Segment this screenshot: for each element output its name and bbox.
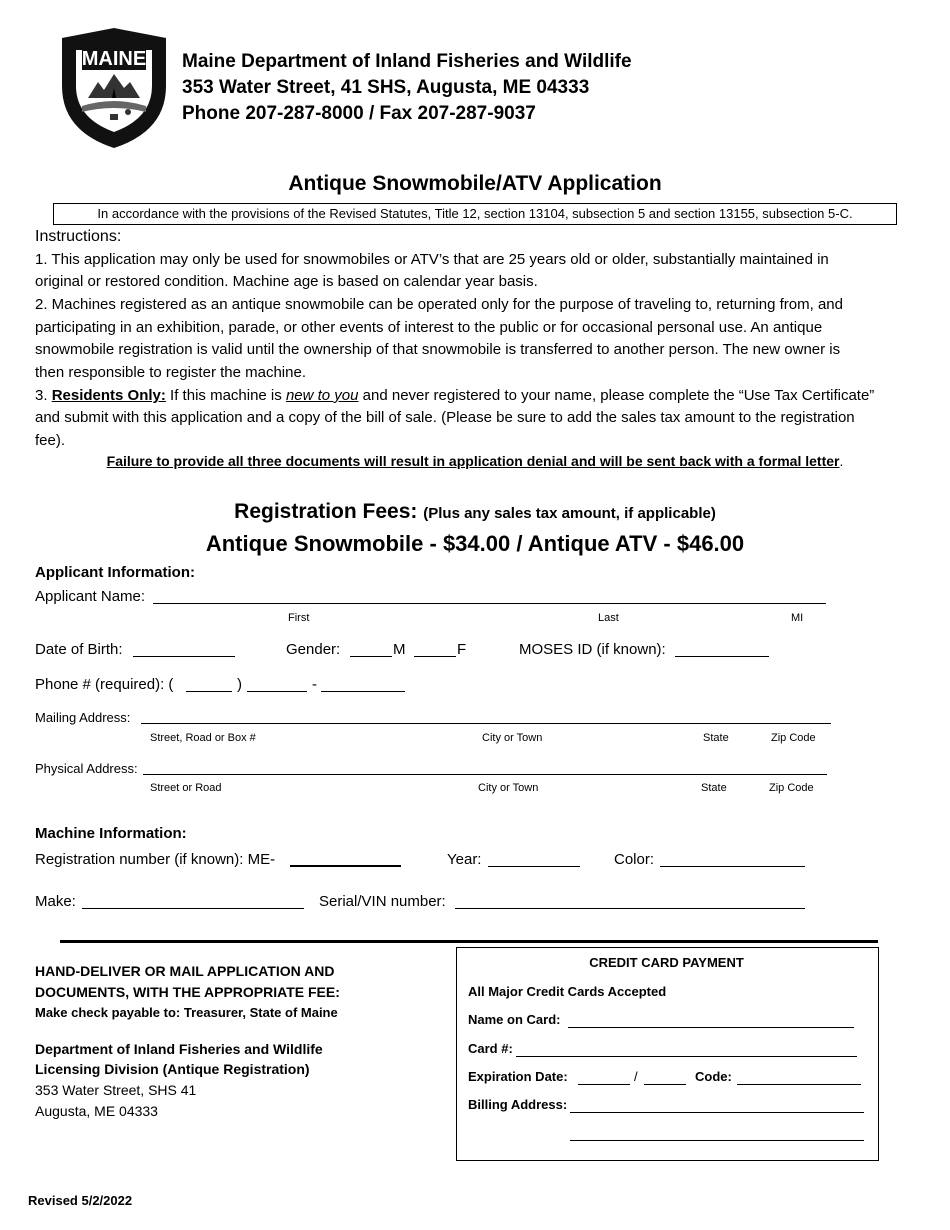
- expiration-year-field[interactable]: [644, 1084, 686, 1085]
- mailing-city-caption: City or Town: [482, 732, 543, 744]
- year-field[interactable]: [488, 866, 580, 867]
- physical-city-caption: City or Town: [478, 782, 539, 794]
- instruction-3-line-3: fee).: [35, 432, 66, 449]
- delivery-line-2: DOCUMENTS, WITH THE APPROPRIATE FEE:: [35, 984, 340, 1000]
- credit-card-box: [456, 947, 879, 1161]
- applicant-heading: Applicant Information:: [35, 564, 195, 581]
- name-on-card-field[interactable]: [568, 1027, 854, 1028]
- gender-m-label: M: [393, 641, 406, 658]
- check-payable-note: Make check payable to: Treasurer, State of Maine: [35, 1005, 338, 1020]
- billing-address-field-2[interactable]: [570, 1140, 864, 1141]
- gender-m-field[interactable]: [350, 656, 392, 657]
- gender-f-label: F: [457, 641, 467, 658]
- org-address: 353 Water Street, 41 SHS, Augusta, ME 04333: [182, 77, 590, 98]
- mailing-street-caption: Street, Road or Box #: [150, 732, 256, 744]
- instruction-2-line-4: then responsible to register the machine.: [35, 364, 306, 381]
- first-caption: First: [288, 612, 310, 624]
- card-number-label: Card #:: [468, 1041, 513, 1056]
- billing-address-label: Billing Address:: [468, 1097, 568, 1112]
- division-name: Licensing Division (Antique Registration): [35, 1061, 310, 1077]
- moses-id-label: MOSES ID (if known):: [519, 641, 666, 658]
- applicant-name-field[interactable]: [153, 603, 826, 604]
- color-label: Color:: [614, 851, 655, 868]
- org-phone-fax: Phone 207-287-8000 / Fax 207-287-9037: [182, 103, 536, 124]
- mail-address-city: Augusta, ME 04333: [35, 1103, 158, 1119]
- moses-id-field[interactable]: [675, 656, 769, 657]
- phone-label: Phone # (required): (: [35, 676, 174, 693]
- physical-street-caption: Street or Road: [150, 782, 222, 794]
- mi-caption: MI: [791, 612, 804, 624]
- statute-note: In accordance with the provisions of the Revised Statutes, Title 12, section 13104, subsection 5 and section 13155, subsection 5-C.: [53, 203, 897, 225]
- expiration-slash: /: [634, 1069, 638, 1084]
- mailing-state-caption: State: [703, 732, 729, 744]
- dept-name: Department of Inland Fisheries and Wildlife: [35, 1041, 323, 1057]
- physical-address-field[interactable]: [143, 774, 827, 775]
- instructions-heading: Instructions:: [35, 228, 122, 245]
- phone-area-code-field[interactable]: [186, 691, 232, 692]
- cards-accepted-note: All Major Credit Cards Accepted: [468, 984, 667, 999]
- instruction-2-line-3: snowmobile registration is valid until the ownership of that snowmobile is transferred to another person. The new owner is: [35, 341, 841, 358]
- expiration-month-field[interactable]: [578, 1084, 630, 1085]
- new-to-you-text: new to you: [285, 387, 359, 404]
- warning-notice: Failure to provide all three documents will result in application denial and will be sent back with a formal letter.: [106, 453, 844, 469]
- instruction-1-line-2: original or restored condition. Machine age is based on calendar year basis.: [35, 273, 538, 290]
- security-code-field[interactable]: [737, 1084, 861, 1085]
- year-label: Year:: [447, 851, 482, 868]
- phone-line-field[interactable]: [321, 691, 405, 692]
- registration-number-label: Registration number (if known): ME-: [35, 851, 276, 868]
- physical-state-caption: State: [701, 782, 727, 794]
- fees-amounts: Antique Snowmobile - $34.00 / Antique ATV - $46.00: [205, 531, 745, 556]
- page-title: Antique Snowmobile/ATV Application: [288, 172, 662, 195]
- phone-dash: -: [312, 676, 317, 693]
- fees-heading: Registration Fees: (Plus any sales tax amount, if applicable): [234, 500, 716, 523]
- revision-date: Revised 5/2/2022: [28, 1193, 133, 1208]
- dob-label: Date of Birth:: [35, 641, 123, 658]
- billing-address-field-1[interactable]: [570, 1112, 864, 1113]
- security-code-label: Code:: [695, 1069, 732, 1084]
- instruction-2-line-1: 2. Machines registered as an antique snowmobile can be operated only for the purpose of traveling to, returning from, and: [35, 296, 843, 313]
- registration-number-field[interactable]: [290, 865, 401, 867]
- mailing-address-label: Mailing Address:: [35, 710, 131, 725]
- instruction-3-line-1: 3. Residents Only: If this machine is new to you and never registered to your name, please complete the “Use Tax Certificate”: [35, 387, 875, 404]
- instruction-3-line-2: and submit with this application and a copy of the bill of sale. (Please be sure to add the sales tax amount to the registration: [35, 409, 855, 426]
- last-caption: Last: [598, 612, 619, 624]
- instruction-2-line-2: participating in an exhibition, parade, or other events of interest to the public or for occasional personal use. An antique: [35, 319, 823, 336]
- instruction-1-line-1: 1. This application may only be used for snowmobiles or ATV’s that are 25 years old or older, substantially maintained in: [35, 251, 829, 268]
- fees-note: (Plus any sales tax amount, if applicable): [423, 505, 716, 522]
- make-field[interactable]: [82, 908, 304, 909]
- maine-ifw-seal-logo: [58, 26, 170, 150]
- gender-label: Gender:: [286, 641, 341, 658]
- residents-only-label: Residents Only:: [51, 387, 166, 404]
- dob-field[interactable]: [133, 656, 235, 657]
- name-on-card-label: Name on Card:: [468, 1012, 561, 1027]
- card-number-field[interactable]: [516, 1056, 857, 1057]
- section-divider: [60, 940, 878, 943]
- mailing-zip-caption: Zip Code: [771, 732, 816, 744]
- mail-address-street: 353 Water Street, SHS 41: [35, 1082, 197, 1098]
- physical-address-label: Physical Address:: [35, 761, 138, 776]
- physical-zip-caption: Zip Code: [769, 782, 814, 794]
- expiration-date-label: Expiration Date:: [468, 1069, 568, 1084]
- machine-heading: Machine Information:: [35, 825, 187, 842]
- delivery-line-1: HAND-DELIVER OR MAIL APPLICATION AND: [35, 963, 335, 979]
- phone-prefix-field[interactable]: [247, 691, 307, 692]
- make-label: Make:: [35, 893, 76, 910]
- credit-card-heading: CREDIT CARD PAYMENT: [589, 955, 744, 970]
- gender-f-field[interactable]: [414, 656, 456, 657]
- serial-vin-label: Serial/VIN number:: [319, 893, 446, 910]
- org-name: Maine Department of Inland Fisheries and Wildlife: [182, 51, 632, 72]
- svg-text:MAINE: MAINE: [81, 48, 147, 70]
- mailing-address-field[interactable]: [141, 723, 831, 724]
- color-field[interactable]: [660, 866, 805, 867]
- phone-paren: ): [237, 676, 242, 693]
- serial-vin-field[interactable]: [455, 908, 805, 909]
- applicant-name-label: Applicant Name:: [35, 588, 146, 605]
